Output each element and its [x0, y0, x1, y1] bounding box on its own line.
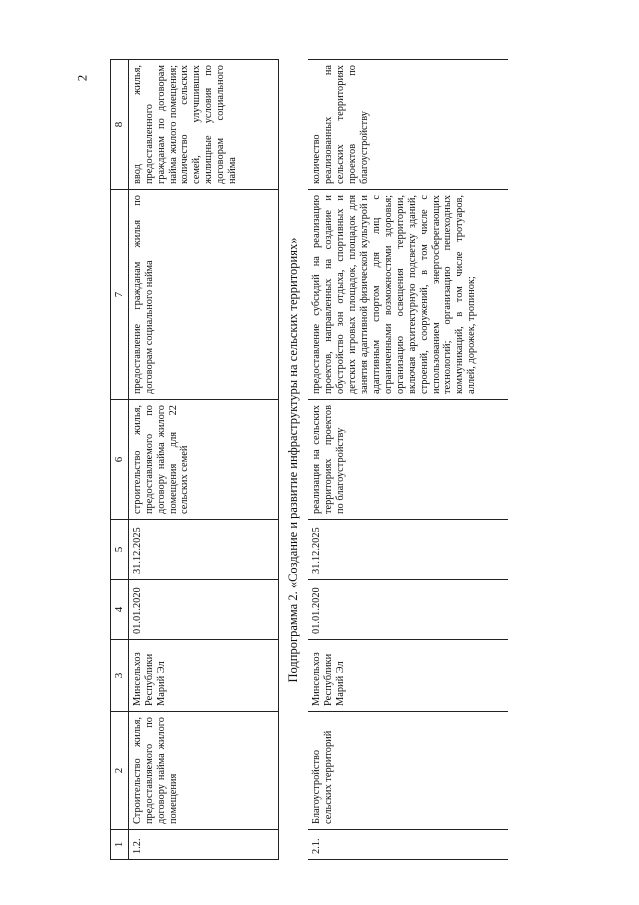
measure-name: Строительство жилья, предоставляемого по договору найма жилого помещения: [128, 712, 278, 830]
start-date: 01.01.2020: [308, 580, 508, 640]
main-directions: предоставление субсидий на реализацию проектов, направленных на создание и обустройство зон отдыха, спортивных и детских игровых площадок, площадок для занятия адаптивной физической культурой и адаптивным спортом для лиц с ограниченными возможностями здоровья; организацию освещения территории, включая архитектурную подсветку зданий, строений, сооружений, в том числе с использованием энергосберегающих технологий; организацию пешеходных коммуникаций, в том числе тротуаров, аллей, дорожек, тропинок;: [308, 190, 508, 400]
header-cell: 6: [111, 400, 129, 520]
end-date: 31.12.2025: [128, 520, 278, 580]
table-row: [128, 60, 278, 860]
header-cell: 7: [111, 190, 129, 400]
row-number: 1.2.: [128, 830, 278, 860]
executor: Минсельхоз Республики Марий Эл: [128, 640, 278, 712]
indicators: количество реализованных на сельских территориях проектов по благоустройству: [308, 60, 508, 190]
table-row: [308, 60, 508, 860]
header-cell: 2: [111, 712, 129, 830]
measure-name: Благоустройство сельских территорий: [308, 712, 508, 830]
subprogram-title: Подпрограмма 2. «Создание и развитие инфраструктуры на сельских территориях»: [286, 237, 300, 683]
end-date: 31.12.2025: [308, 520, 508, 580]
header-cell: 1: [111, 830, 129, 860]
program-table-continued: [308, 59, 508, 860]
executor: Минсельхоз Республики Марий Эл: [308, 640, 508, 712]
header-cell: 3: [111, 640, 129, 712]
header-row: [111, 60, 129, 860]
page-number: 2: [74, 74, 90, 82]
indicators: ввод жилья, предоставленного гражданам по договорам найма жилого помещения; количество сельских семей, улучшивших жилищные условия по договорам социального найма: [128, 60, 278, 190]
program-table: [110, 59, 279, 860]
header-cell: 5: [111, 520, 129, 580]
row-number: 2.1.: [308, 830, 508, 860]
header-cell: 4: [111, 580, 129, 640]
main-directions: предоставление гражданам жилья по договорам социального найма: [128, 190, 278, 400]
header-cell: 8: [111, 60, 129, 190]
expected-result: строительство жилья, предоставляемого по договору найма жилого помещения для 22 сельских семей: [128, 400, 278, 520]
expected-result: реализация на сельских территориях проектов по благоустройству: [308, 400, 508, 520]
rotated-document-body: [110, 60, 610, 860]
start-date: 01.01.2020: [128, 580, 278, 640]
